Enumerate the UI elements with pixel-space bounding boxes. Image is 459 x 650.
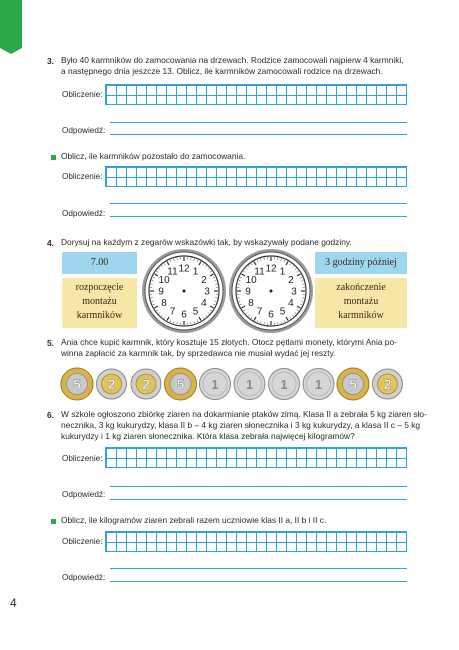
task4-text: Dorysuj na każdym z zegarów wskazówki tak, by wskazywały podane godziny. xyxy=(61,237,352,247)
coin-1zl[interactable] xyxy=(234,369,265,400)
task6b-calc-label: Obliczenie: xyxy=(62,537,103,546)
task4-number: 4. xyxy=(47,238,54,248)
coin-row xyxy=(60,366,410,402)
task6-answer-label: Odpowiedź: xyxy=(62,490,106,499)
clock-right-numeral-2: 2 xyxy=(288,275,294,286)
coin-2zl[interactable] xyxy=(373,369,403,399)
page-number: 4 xyxy=(10,596,17,610)
right-time-box xyxy=(315,252,407,274)
clock-right-numeral-10: 10 xyxy=(245,275,257,286)
right-caption-line3: karmników xyxy=(338,310,384,321)
clock-left-numeral-2: 2 xyxy=(201,275,207,286)
clock-right-numeral-1: 1 xyxy=(279,266,286,278)
coin-value: 1 xyxy=(211,377,219,392)
corner-tab xyxy=(0,0,22,48)
task3-text-line2: a następnego dnia jeszcze 13. Oblicz, ile karmników zamocowali rodzice na drzewach. xyxy=(61,66,383,76)
task3-calc-grid[interactable] xyxy=(105,84,407,105)
left-caption-line3: karmników xyxy=(76,310,123,321)
task3-answer-label: Odpowiedź: xyxy=(62,126,106,135)
clock-left-numeral-7: 7 xyxy=(169,306,176,318)
coin-5zl[interactable] xyxy=(337,368,369,400)
task3b-answer-label: Odpowiedź: xyxy=(62,209,106,218)
task3-answer-line1[interactable] xyxy=(110,122,407,123)
task5-text-line1: Ania chce kupić karmnik, który kosztuje 15 złotych. Otocz pętlami monety, którymi Ania po- xyxy=(61,337,397,347)
left-time: 7.00 xyxy=(90,257,109,268)
clock-left-numeral-11: 11 xyxy=(167,266,178,278)
task6b-answer-line1[interactable] xyxy=(110,568,407,569)
task6-calc-grid[interactable] xyxy=(105,447,407,468)
task3-calc-label: Obliczenie: xyxy=(62,90,103,99)
task5-number: 5. xyxy=(47,338,54,348)
corner-fold xyxy=(0,48,22,54)
clock-left-numeral-3: 3 xyxy=(204,286,210,298)
coin-value: 5 xyxy=(349,376,357,392)
clock-left-numeral-1: 1 xyxy=(192,266,199,278)
task5-text-line2: winna zapłacić za karmnik tak, by sprzedawca nie musiał wydać jej reszty. xyxy=(61,348,336,358)
coin-value: 5 xyxy=(176,376,185,392)
task3b-calc-grid[interactable] xyxy=(105,166,407,187)
coin-value: 1 xyxy=(245,377,254,392)
task6-text-line2: necznika, 3 kg kukurydzy, klasa II b – 4 kg ziaren słonecznika i 3 kg kukurydzy, a klasa II c – 5 kg xyxy=(61,420,421,430)
task6-calc-label: Obliczenie: xyxy=(62,454,103,463)
coin-1zl[interactable] xyxy=(200,369,231,400)
task3b-text: Oblicz, ile karmników pozostało do zamocowania. xyxy=(61,151,246,161)
coin-2zl[interactable] xyxy=(97,369,127,399)
clock-left-numeral-10: 10 xyxy=(158,275,170,286)
clock-left-numeral-8: 8 xyxy=(161,298,167,309)
task6-answer-line1[interactable] xyxy=(110,486,407,487)
clock-left[interactable] xyxy=(141,248,227,334)
clock-right-numeral-7: 7 xyxy=(256,306,263,318)
coin-1zl[interactable] xyxy=(269,369,300,400)
clock-left-numeral-12: 12 xyxy=(178,263,190,275)
task6b-bullet xyxy=(51,519,56,524)
task6b-calc-grid[interactable] xyxy=(105,531,407,552)
clock-right-numeral-3: 3 xyxy=(291,286,297,298)
coin-5zl[interactable] xyxy=(61,368,93,400)
task3-text-line1: Było 40 karmników do zamocowania na drzewach. Rodzice zamocowali najpierw 4 karmniki, xyxy=(61,55,404,65)
task6-text-line3: kukurydzy i 1 kg ziaren słonecznika. Która klasa zebrała najwięcej kilogramów? xyxy=(61,431,355,441)
task6b-answer-line2[interactable] xyxy=(110,581,407,582)
task3-number: 3. xyxy=(47,56,54,66)
task3b-answer-line2[interactable] xyxy=(110,216,407,217)
coin-5zl[interactable] xyxy=(165,368,197,400)
coin-1zl[interactable] xyxy=(303,369,334,400)
task6-answer-line2[interactable] xyxy=(110,499,407,500)
clock-right-numeral-4: 4 xyxy=(288,298,294,309)
clock-right-numeral-11: 11 xyxy=(254,266,265,278)
clock-left-numeral-9: 9 xyxy=(158,286,164,298)
clock-right-numeral-9: 9 xyxy=(245,286,251,298)
task3-answer-line2[interactable] xyxy=(110,134,407,135)
clock-right-numeral-12: 12 xyxy=(265,263,277,275)
clock-center-dot xyxy=(270,290,273,293)
task6b-text: Oblicz, ile kilogramów ziaren zebrali razem uczniowie klas II a, II b i II c. xyxy=(61,515,327,525)
right-caption-box xyxy=(315,278,407,328)
coin-value: 2 xyxy=(107,376,116,392)
left-caption-line1: rozpoczęcie xyxy=(75,282,124,293)
clock-right[interactable] xyxy=(228,248,314,334)
right-time: 3 godziny później xyxy=(325,257,397,268)
clock-left-numeral-6: 6 xyxy=(181,309,187,321)
coin-value: 1 xyxy=(314,377,323,392)
right-caption-line2: montażu xyxy=(343,296,379,307)
task6b-answer-label: Odpowiedź: xyxy=(62,573,106,582)
task6-text-line1: W szkole ogłoszono zbiórkę ziaren na dokarmianie ptaków zimą. Klasa II a zebrała 5 kg ziaren sło- xyxy=(61,409,427,419)
coin-value: 1 xyxy=(280,377,288,392)
coin-value: 5 xyxy=(73,376,81,392)
coin-value: 2 xyxy=(142,376,150,392)
clock-right-numeral-6: 6 xyxy=(268,309,274,321)
task3b-answer-line1[interactable] xyxy=(110,203,407,204)
left-time-box xyxy=(62,252,137,274)
clock-left-numeral-4: 4 xyxy=(201,298,207,309)
task3b-bullet xyxy=(51,155,56,160)
clock-right-numeral-5: 5 xyxy=(279,306,286,318)
coin-value: 2 xyxy=(383,376,392,392)
clock-right-numeral-8: 8 xyxy=(248,298,254,309)
coin-2zl[interactable] xyxy=(131,369,161,399)
left-caption-line2: montażu xyxy=(82,296,117,307)
right-caption-line1: zakończenie xyxy=(336,282,386,293)
clock-left-numeral-5: 5 xyxy=(192,306,199,318)
task3b-calc-label: Obliczenie: xyxy=(62,172,103,181)
left-caption-box xyxy=(62,278,137,328)
clock-center-dot xyxy=(183,290,186,293)
task6-number: 6. xyxy=(47,410,54,420)
